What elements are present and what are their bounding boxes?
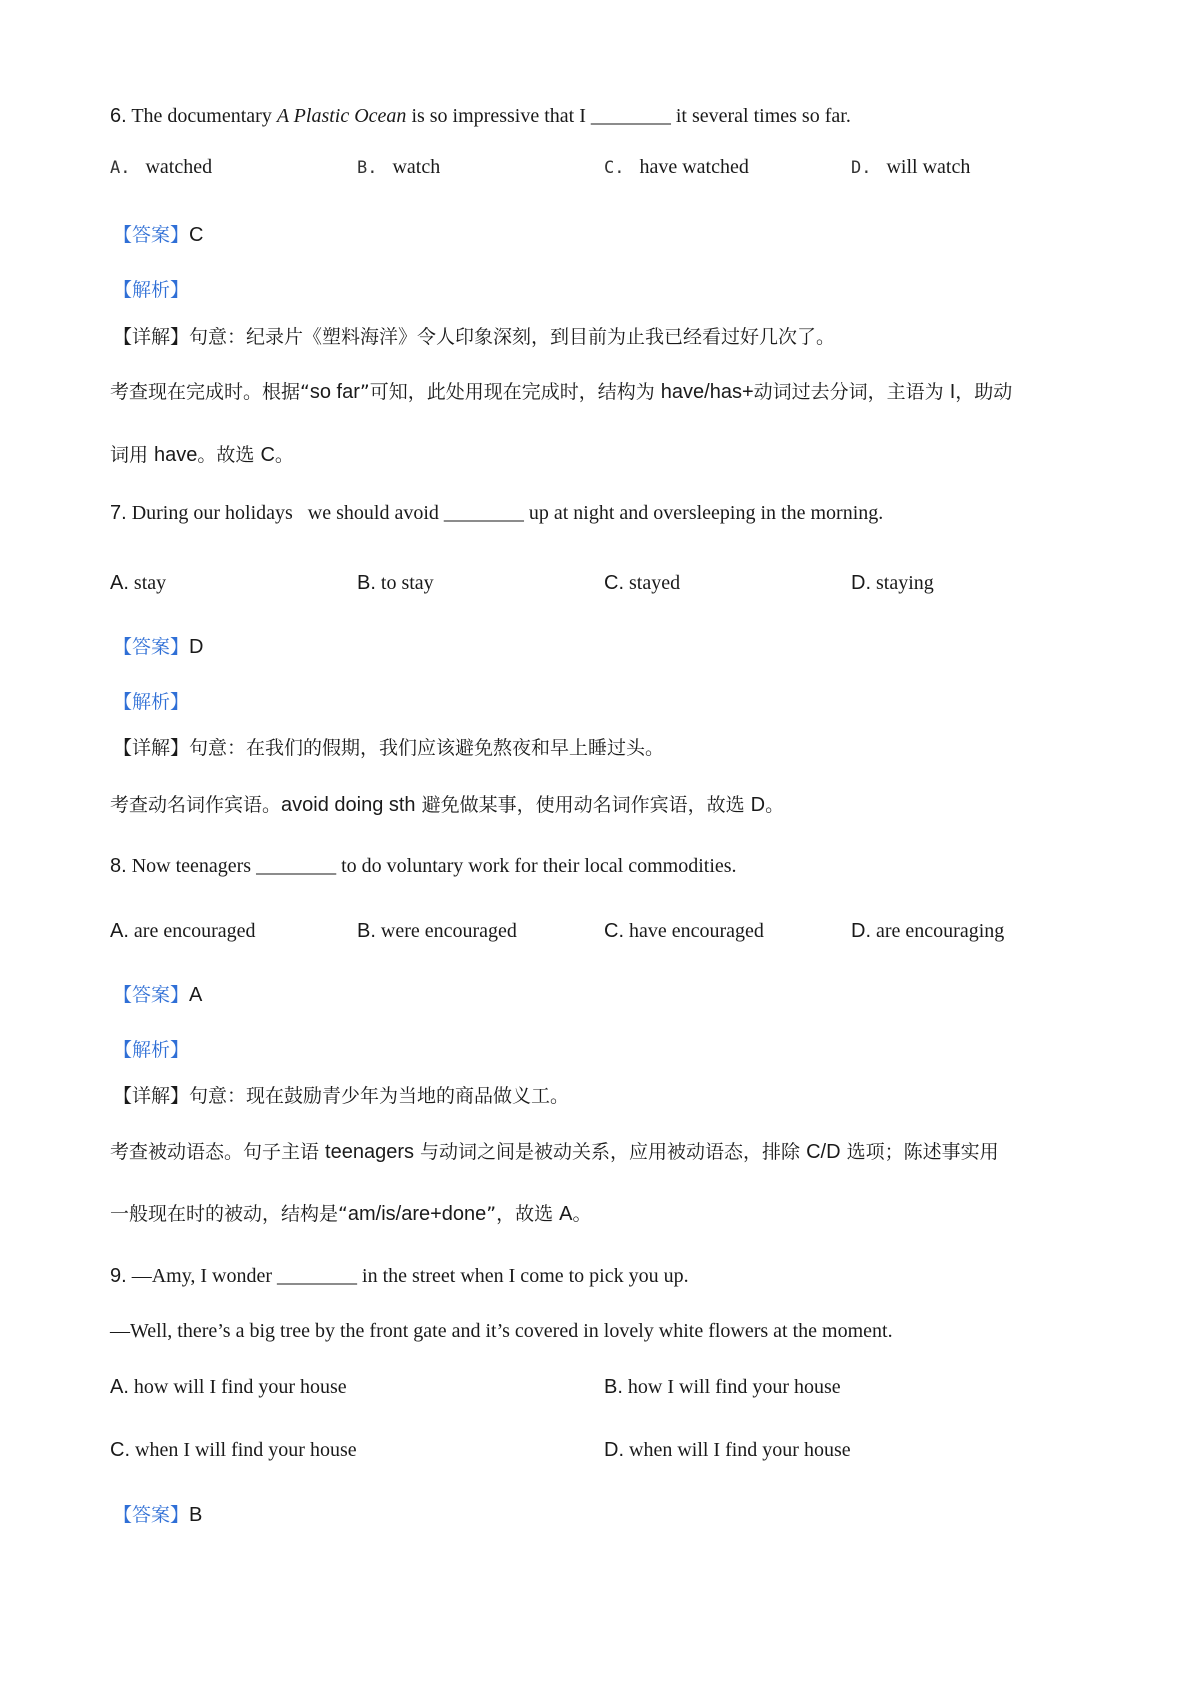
explanation-term: have bbox=[154, 444, 198, 466]
option-letter: A. bbox=[110, 1376, 129, 1398]
explanation-text: 。 bbox=[765, 794, 785, 816]
option-letter: C. bbox=[110, 1439, 130, 1461]
question-stem-text: is so impressive that I ________ it several times so far. bbox=[406, 105, 851, 127]
detail-text: 句意：纪录片《塑料海洋》令人印象深刻，到目前为止我已经看过好几次了。 bbox=[189, 326, 836, 348]
option-b bbox=[357, 921, 517, 941]
option-a bbox=[110, 1377, 347, 1397]
question-stem-text: The documentary bbox=[126, 105, 277, 127]
explanation-text: 考查动名词作宾语。 bbox=[110, 794, 282, 816]
explanation-text: 词用 bbox=[110, 444, 155, 466]
question-8-stem bbox=[110, 856, 737, 876]
explanation-term: D bbox=[750, 794, 766, 816]
option-letter: B. bbox=[357, 920, 376, 942]
explanation-text: 考查被动语态。句子主语 bbox=[110, 1141, 326, 1163]
explanation-text: 。 bbox=[274, 444, 294, 466]
option-letter: D. bbox=[851, 158, 872, 178]
option-b bbox=[357, 157, 440, 177]
option-b bbox=[604, 1377, 841, 1397]
question-7-stem bbox=[110, 503, 883, 523]
option-letter: B. bbox=[357, 158, 378, 178]
explanation-line-2 bbox=[110, 1204, 592, 1224]
detail-text: 句意：现在鼓励青少年为当地的商品做义工。 bbox=[189, 1085, 570, 1107]
option-c bbox=[110, 1440, 357, 1460]
question-stem-text: —Well, there’s a big tree by the front gate and it’s covered in lovely white flowers at the moment. bbox=[110, 1320, 893, 1342]
option-text: watch bbox=[392, 156, 441, 178]
detail-line bbox=[113, 738, 664, 758]
option-a bbox=[110, 157, 212, 177]
option-letter: C. bbox=[604, 572, 624, 594]
option-text: staying bbox=[871, 572, 934, 594]
detail-tag: 【详解】 bbox=[113, 1085, 190, 1107]
analysis-heading bbox=[113, 692, 189, 712]
explanation-term: C bbox=[260, 444, 275, 466]
explanation-line-2 bbox=[110, 445, 294, 465]
option-text: when I will find your house bbox=[130, 1439, 357, 1461]
explanation-line-1 bbox=[110, 382, 1012, 402]
explanation-term: have/has+ bbox=[660, 381, 754, 403]
answer-line bbox=[113, 637, 203, 657]
explanation-term: A bbox=[559, 1203, 573, 1225]
option-d bbox=[604, 1440, 851, 1460]
explanation-term: so far bbox=[309, 381, 360, 403]
option-c bbox=[604, 921, 764, 941]
detail-line bbox=[113, 1086, 569, 1106]
option-text: watched bbox=[145, 156, 213, 178]
option-letter: B. bbox=[604, 1376, 623, 1398]
question-number: 7. bbox=[110, 502, 127, 524]
option-letter: A. bbox=[110, 572, 129, 594]
option-text: were encouraged bbox=[375, 920, 517, 942]
analysis-tag: 【解析】 bbox=[113, 1039, 190, 1061]
answer-line bbox=[113, 985, 202, 1005]
option-letter: B. bbox=[357, 572, 376, 594]
documentary-title: A Plastic Ocean bbox=[276, 105, 407, 127]
explanation-term: avoid doing sth bbox=[281, 794, 416, 816]
option-text: to stay bbox=[375, 572, 434, 594]
question-6-stem bbox=[110, 106, 851, 126]
explanation-term: C/D bbox=[806, 1141, 841, 1163]
answer-value: B bbox=[189, 1504, 203, 1526]
question-9-stem bbox=[110, 1266, 689, 1286]
option-text: when will I find your house bbox=[624, 1439, 851, 1461]
option-letter: D. bbox=[851, 920, 871, 942]
detail-tag: 【详解】 bbox=[113, 737, 190, 759]
question-9-stem-reply bbox=[110, 1321, 893, 1341]
option-text: have watched bbox=[639, 156, 749, 178]
detail-tag: 【详解】 bbox=[113, 326, 190, 348]
option-b bbox=[357, 573, 434, 593]
answer-value: A bbox=[189, 984, 203, 1006]
option-letter: C. bbox=[604, 920, 624, 942]
option-text: will watch bbox=[886, 156, 971, 178]
analysis-tag: 【解析】 bbox=[113, 691, 190, 713]
answer-value: D bbox=[189, 636, 204, 658]
option-letter: A. bbox=[110, 920, 129, 942]
explanation-text: ”可知，此处用现在完成时，结构为 bbox=[359, 381, 661, 403]
explanation-text: 。故选 bbox=[197, 444, 261, 466]
explanation-text: 动词过去分词，主语为 bbox=[753, 381, 950, 403]
answer-value: C bbox=[189, 224, 204, 246]
answer-tag: 【答案】 bbox=[113, 1504, 190, 1526]
question-number: 9. bbox=[110, 1265, 127, 1287]
option-text: are encouraged bbox=[128, 920, 256, 942]
explanation-text: 。 bbox=[572, 1203, 592, 1225]
question-stem-text: Now teenagers ________ to do voluntary work for their local commodities. bbox=[126, 855, 737, 877]
option-letter: C. bbox=[604, 158, 625, 178]
option-text: have encouraged bbox=[624, 920, 764, 942]
option-d bbox=[851, 921, 1004, 941]
analysis-heading bbox=[113, 280, 189, 300]
explanation-line-1 bbox=[110, 1142, 999, 1162]
answer-tag: 【答案】 bbox=[113, 636, 190, 658]
question-number: 8. bbox=[110, 855, 127, 877]
option-c bbox=[604, 573, 680, 593]
option-c bbox=[604, 157, 749, 177]
detail-text: 句意：在我们的假期，我们应该避免熬夜和早上睡过头。 bbox=[189, 737, 665, 759]
explanation-text: 考查现在完成时。根据“ bbox=[110, 381, 310, 403]
explanation-term: teenagers bbox=[325, 1141, 415, 1163]
analysis-heading bbox=[113, 1040, 189, 1060]
option-d bbox=[851, 573, 934, 593]
answer-tag: 【答案】 bbox=[113, 984, 190, 1006]
explanation-term: I bbox=[949, 381, 956, 403]
analysis-tag: 【解析】 bbox=[113, 279, 190, 301]
option-a bbox=[110, 573, 166, 593]
question-stem-text: —Amy, I wonder ________ in the street when I come to pick you up. bbox=[126, 1265, 689, 1287]
detail-line bbox=[113, 327, 835, 347]
answer-line bbox=[113, 225, 203, 245]
question-number: 6. bbox=[110, 105, 127, 127]
option-text: stayed bbox=[624, 572, 681, 594]
option-letter: D. bbox=[604, 1439, 624, 1461]
explanation-text: 避免做某事，使用动名词作宾语，故选 bbox=[415, 794, 751, 816]
explanation-text: ，助动 bbox=[955, 381, 1013, 403]
explanation-text: ”，故选 bbox=[486, 1203, 560, 1225]
option-a bbox=[110, 921, 256, 941]
explanation-text: 选项；陈述事实用 bbox=[840, 1141, 999, 1163]
explanation-text: 一般现在时的被动，结构是“ bbox=[110, 1203, 348, 1225]
question-stem-text: During our holidays we should avoid ________ up at night and oversleeping in the morning. bbox=[126, 502, 884, 524]
option-text: are encouraging bbox=[871, 920, 1005, 942]
answer-tag: 【答案】 bbox=[113, 224, 190, 246]
option-d bbox=[851, 157, 970, 177]
explanation-term: am/is/are+done bbox=[347, 1203, 487, 1225]
option-text: how will I find your house bbox=[128, 1376, 347, 1398]
option-letter: D. bbox=[851, 572, 871, 594]
option-text: how I will find your house bbox=[622, 1376, 841, 1398]
explanation-text: 与动词之间是被动关系，应用被动语态，排除 bbox=[414, 1141, 807, 1163]
answer-line bbox=[113, 1505, 202, 1525]
option-letter: A. bbox=[110, 158, 131, 178]
explanation-line bbox=[110, 795, 784, 815]
option-text: stay bbox=[128, 572, 167, 594]
